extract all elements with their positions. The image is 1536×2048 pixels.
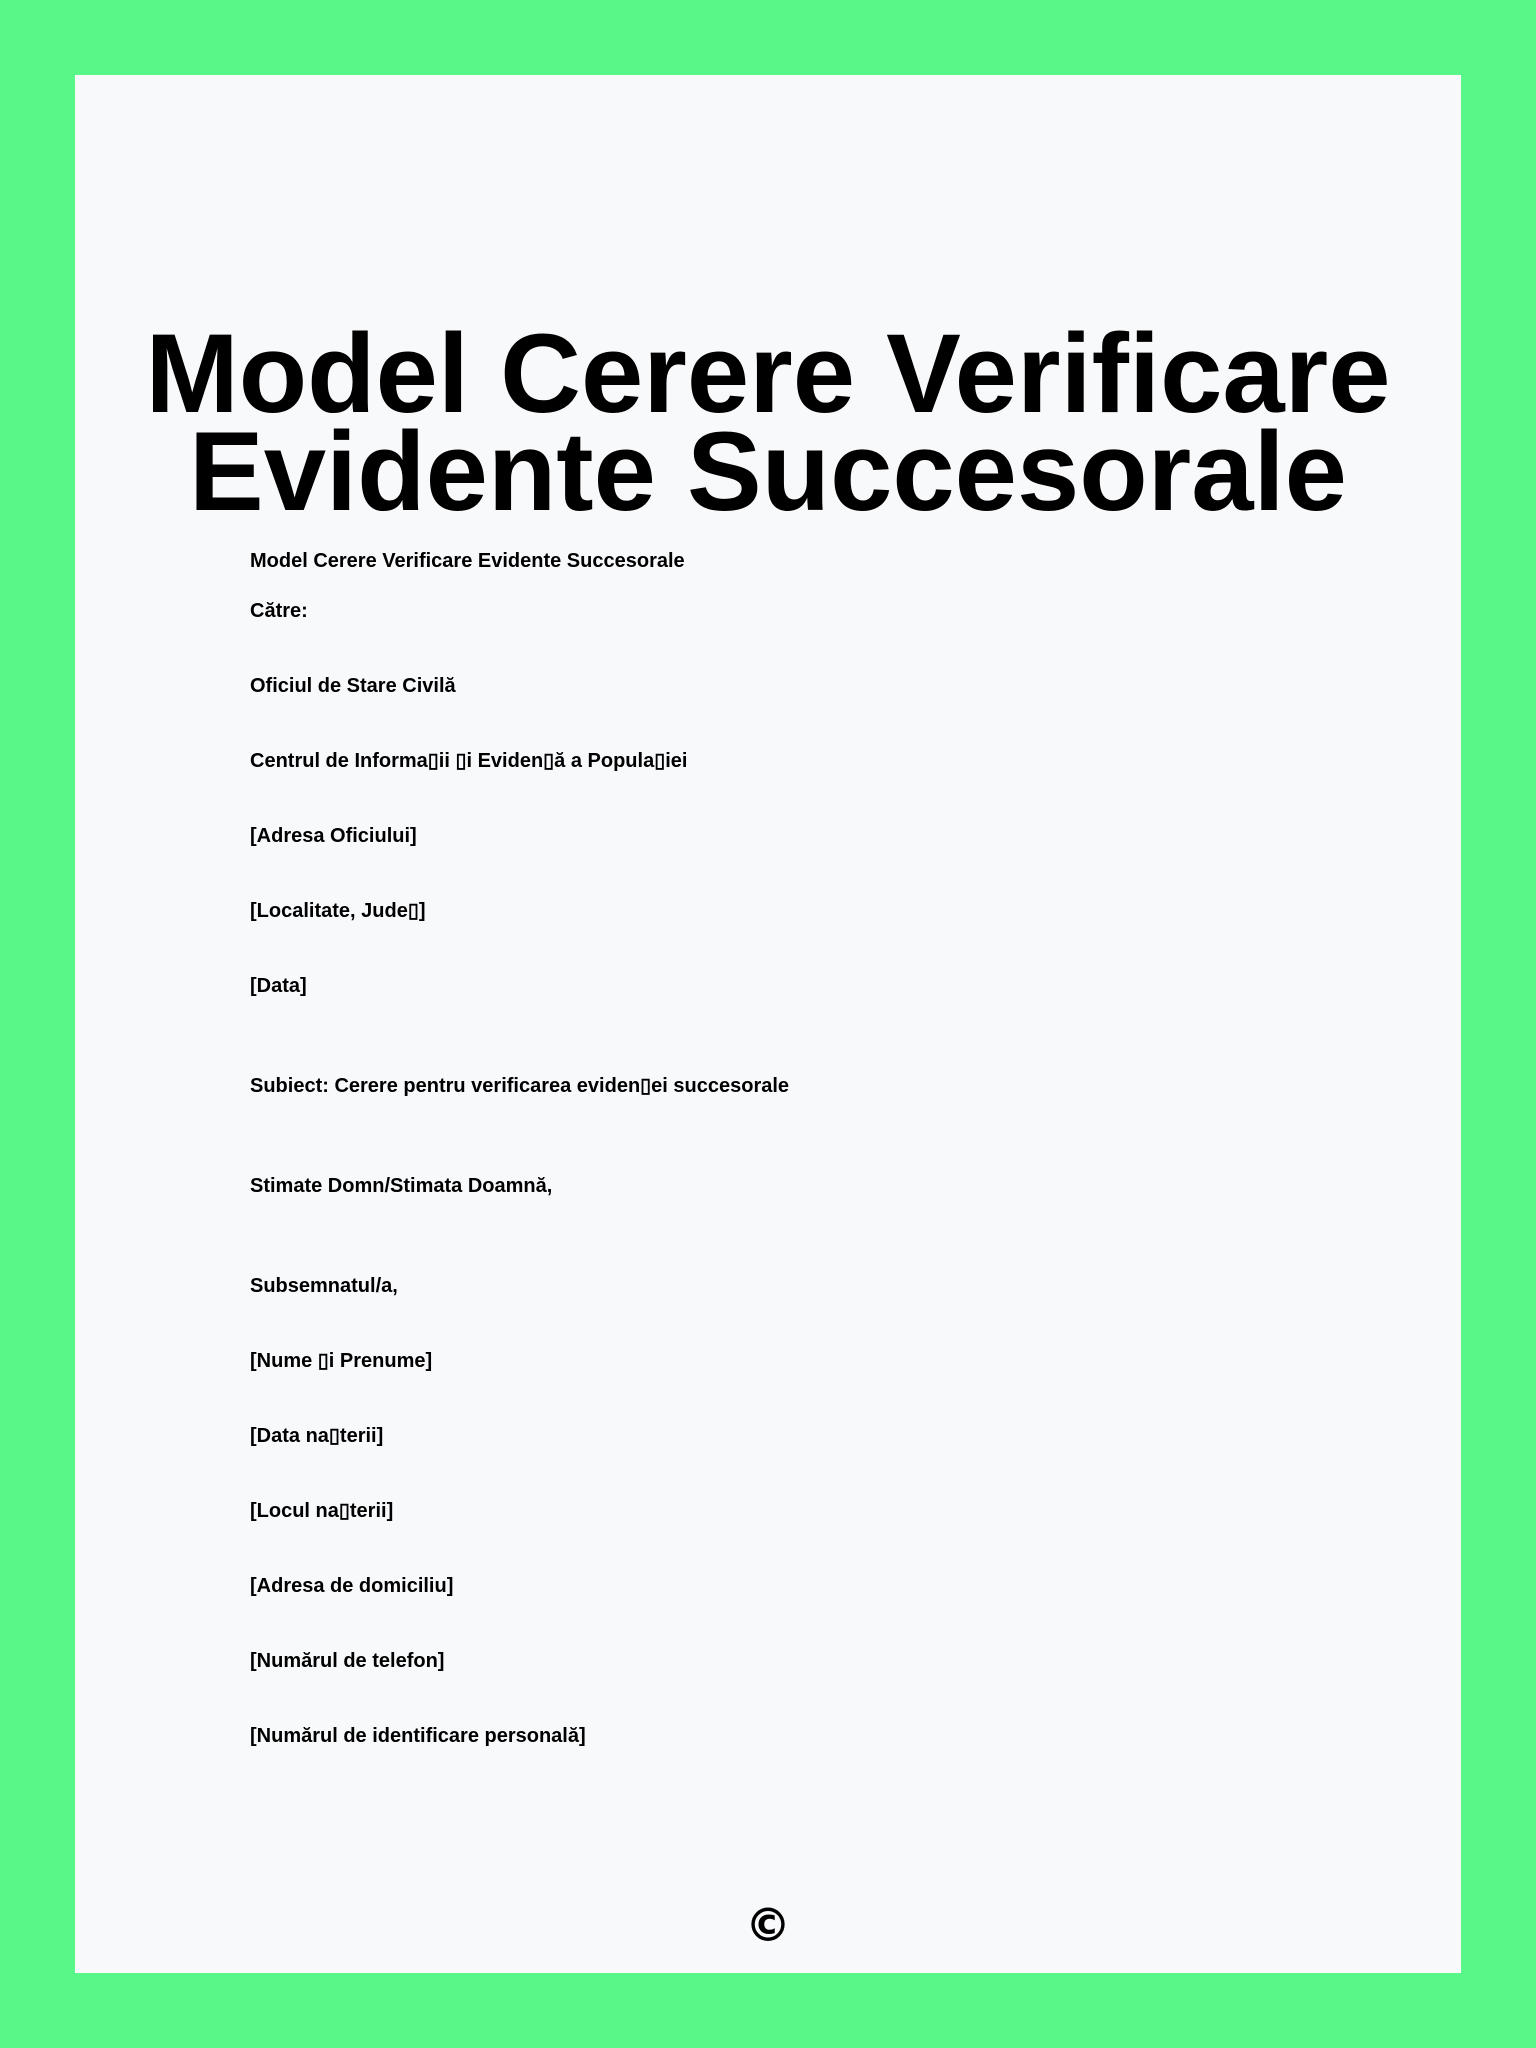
- recipient-label: Către:: [250, 600, 308, 622]
- page-title-line-1: Model Cerere Verificare: [145, 311, 1391, 436]
- recipient-locality-placeholder: [Localitate, Jude▯]: [250, 900, 426, 922]
- personal-id-placeholder: [Numărul de identificare personală]: [250, 1725, 586, 1747]
- phone-placeholder: [Numărul de telefon]: [250, 1650, 445, 1672]
- applicant-intro: Subsemnatul/a,: [250, 1275, 398, 1297]
- page-title: [75, 311, 1461, 534]
- birth-date-placeholder: [Data na▯terii]: [250, 1425, 384, 1447]
- subject-line: Subiect: Cerere pentru verificarea eviden▯ei succesorale: [250, 1075, 790, 1097]
- recipient-office: Oficiul de Stare Civilă: [250, 675, 456, 697]
- recipient-center: Centrul de Informa▯ii ▯i Eviden▯ă a Popula▯iei: [250, 750, 688, 772]
- date-placeholder: [Data]: [250, 975, 307, 997]
- home-address-placeholder: [Adresa de domiciliu]: [250, 1575, 454, 1597]
- copyright-icon: ©: [745, 1898, 791, 1952]
- birth-place-placeholder: [Locul na▯terii]: [250, 1500, 394, 1522]
- applicant-name-placeholder: [Nume ▯i Prenume]: [250, 1350, 433, 1372]
- document-page: [75, 75, 1461, 1973]
- page-title-line-2: Evidente Succesorale: [189, 409, 1347, 534]
- document-subtitle: Model Cerere Verificare Evidente Succesorale: [250, 550, 685, 572]
- recipient-address-placeholder: [Adresa Oficiului]: [250, 825, 417, 847]
- salutation: Stimate Domn/Stimata Doamnă,: [250, 1175, 553, 1197]
